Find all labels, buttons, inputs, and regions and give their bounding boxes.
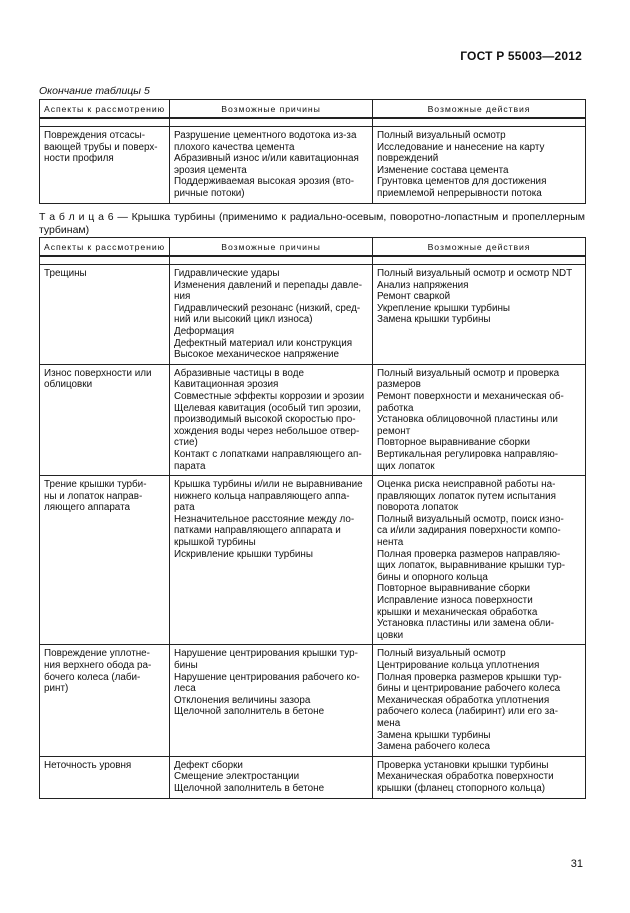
cell-line: мена — [377, 717, 401, 729]
cell-line: Деформация — [174, 325, 235, 337]
table-row — [40, 127, 586, 204]
cell-line: Щелевая кавитация (особый тип эрозии, — [174, 402, 362, 414]
cell-line: Повторное выравнивание сборки — [377, 437, 530, 449]
cell-line: Исправление износа поверхности — [377, 595, 533, 607]
cell-causes — [170, 756, 373, 798]
column-header-actions: Возможные действия — [373, 238, 586, 257]
page-number: 31 — [570, 858, 583, 870]
cell-line: Повреждение уплотне- — [44, 648, 150, 660]
cell-aspect — [40, 645, 170, 756]
cell-line: ния верхнего обода ра- — [44, 660, 152, 671]
cell-line: Искривление крышки турбины — [174, 548, 313, 560]
cell-aspect — [40, 364, 170, 475]
cell-actions — [373, 265, 586, 365]
cell-line: повреждений — [377, 153, 439, 165]
cell-actions — [373, 476, 586, 645]
cell-line: Высокое механическое напряжение — [174, 349, 340, 361]
table-row — [40, 756, 586, 798]
cell-line: крышкой турбины — [174, 537, 256, 549]
cell-actions — [373, 756, 586, 798]
cell-line: Анализ напряжения — [377, 279, 469, 291]
cell-line: ремонт — [377, 425, 411, 437]
cell-line: рата — [174, 502, 195, 514]
cell-line: Неточность уровня — [44, 759, 132, 771]
table5-header-row — [40, 100, 586, 119]
cell-line: Исследование и нанесение на карту — [377, 141, 545, 153]
cell-line: Полный визуальный осмотр — [377, 130, 506, 141]
cell-line: размеров — [377, 379, 421, 391]
cell-causes — [170, 645, 373, 756]
standard-header: ГОСТ Р 55003—2012 — [460, 49, 582, 63]
cell-line: нента — [377, 537, 404, 549]
column-header-causes: Возможные причины — [170, 100, 373, 119]
cell-line: Кавитационная эрозия — [174, 379, 279, 391]
cell-line: Полный визуальный осмотр и проверка — [377, 367, 560, 379]
cell-line: Установка пластины или замена обли- — [377, 618, 555, 630]
cell-line: бочего колеса (лаби- — [44, 671, 141, 683]
cell-line: ринт) — [44, 683, 69, 695]
cell-line: Вертикальная регулировка направляю- — [377, 448, 559, 460]
cell-line: бины — [174, 660, 198, 671]
cell-actions — [373, 645, 586, 756]
cell-line: бины и центрирование рабочего колеса — [377, 683, 561, 695]
cell-line: Совместные эффекты коррозии и эрозии — [174, 390, 365, 402]
cell-line: приемлемой непрерывности потока — [377, 187, 542, 199]
cell-line: парата — [174, 460, 206, 472]
cell-line: Оценка риска неисправной работы на- — [377, 479, 556, 491]
table6-caption: Т а б л и ц а 6 — Крышка турбины (применимо к радиально-осевым, поворотно-лопастным и пропеллерным турбинам) — [39, 211, 585, 236]
column-header-actions: Возможные действия — [373, 100, 586, 119]
cell-line: Повреждения отсасы- — [44, 130, 146, 141]
cell-aspect — [40, 127, 170, 204]
cell-line: работка — [377, 402, 414, 414]
cell-line: Установка облицовочной пластины или — [377, 414, 558, 426]
cell-line: Полный визуальный осмотр и осмотр NDT — [377, 268, 573, 279]
cell-line: цовки — [377, 629, 404, 641]
column-header-aspects: Аспекты к рассмотрению — [40, 238, 170, 257]
cell-line: Крышка турбины и/или не выравнивание — [174, 479, 363, 491]
separator-cell — [373, 118, 586, 127]
table5-caption: Окончание таблицы 5 — [39, 85, 150, 97]
cell-line: бины и опорного кольца — [377, 571, 488, 583]
cell-line: Механическая обработка поверхности — [377, 771, 554, 783]
cell-line: Центрирование кольца уплотнения — [377, 660, 540, 671]
cell-line: крышки и механическая обработка — [377, 606, 538, 618]
cell-line: Полная проверка размеров направляю- — [377, 548, 561, 560]
separator-cell — [170, 118, 373, 127]
cell-line: Замена крышки турбины — [377, 314, 491, 326]
cell-line: Поддерживаемая высокая эрозия (вто- — [174, 176, 355, 188]
header-separator-row — [40, 256, 586, 265]
table-row — [40, 364, 586, 475]
cell-line: Изменение состава цемента — [377, 164, 509, 176]
cell-actions — [373, 127, 586, 204]
cell-line: Замена крышки турбины — [377, 729, 491, 741]
cell-line: вающей трубы и поверх- — [44, 141, 158, 153]
cell-line: плохого качества цемента — [174, 141, 295, 153]
cell-line: правляющих лопаток путем испытания — [377, 490, 556, 502]
column-header-causes: Возможные причины — [170, 238, 373, 257]
cell-line: Ремонт сваркой — [377, 291, 451, 303]
cell-line: леса — [174, 683, 196, 695]
cell-line: Полный визуальный осмотр, поиск изно- — [377, 513, 564, 525]
cell-line: ния — [174, 291, 191, 303]
cell-line: рабочего колеса (лабиринт) или его за- — [377, 706, 558, 718]
cell-line: Укрепление крышки турбины — [377, 302, 511, 314]
cell-line: хождения воды через небольшое отвер- — [174, 425, 360, 437]
cell-line: Абразивные частицы в воде — [174, 367, 304, 379]
cell-line: Трение крышки турби- — [44, 479, 147, 491]
cell-line: эрозия цемента — [174, 164, 247, 176]
cell-line: Нарушение центрирования крышки тур- — [174, 648, 358, 660]
cell-line: Абразивный износ и/или кавитационная — [174, 153, 359, 165]
cell-line: крышки (фланец стопорного кольца) — [377, 782, 545, 794]
table-row — [40, 476, 586, 645]
header-separator-row — [40, 118, 586, 127]
cell-line: производимый высокой скоростью про- — [174, 414, 356, 426]
cell-line: ний или высокий цикл износа) — [174, 314, 313, 326]
cell-line: Незначительное расстояние между ло- — [174, 513, 355, 525]
table-row — [40, 265, 586, 365]
cell-line: поворота лопаток — [377, 502, 459, 514]
cell-line: патками направляющего аппарата и — [174, 525, 341, 537]
cell-line: Гидравлические удары — [174, 268, 280, 279]
cell-actions — [373, 364, 586, 475]
cell-line: Гидравлический резонанс (низкий, сред- — [174, 302, 361, 314]
table5-end — [39, 99, 586, 204]
separator-cell — [40, 118, 170, 127]
cell-line: Щелочной заполнитель в бетоне — [174, 782, 325, 794]
separator-cell — [40, 256, 170, 265]
cell-line: Замена рабочего колеса — [377, 741, 490, 753]
cell-line: Щелочной заполнитель в бетоне — [174, 706, 325, 718]
cell-line: щих лопаток, выравнивание крышки тур- — [377, 560, 566, 572]
separator-cell — [170, 256, 373, 265]
cell-causes — [170, 476, 373, 645]
cell-line: Грунтовка цементов для достижения — [377, 176, 547, 188]
cell-line: Дефект сборки — [174, 759, 243, 771]
cell-causes — [170, 265, 373, 365]
table6 — [39, 237, 586, 799]
cell-line: ности профиля — [44, 153, 114, 165]
cell-aspect — [40, 476, 170, 645]
cell-line: ны и лопаток направ- — [44, 490, 143, 502]
cell-line: Проверка установки крышки турбины — [377, 759, 549, 771]
cell-line: ричные потоки) — [174, 187, 245, 199]
separator-cell — [373, 256, 586, 265]
cell-line: Износ поверхности или — [44, 367, 152, 379]
cell-line: Полный визуальный осмотр — [377, 648, 506, 660]
cell-line: Изменения давлений и перепады давле- — [174, 279, 363, 291]
table6-header-row — [40, 238, 586, 257]
cell-line: Отклонения величины зазора — [174, 694, 311, 706]
table-row — [40, 645, 586, 756]
cell-line: Повторное выравнивание сборки — [377, 583, 530, 595]
cell-line: Трещины — [44, 268, 87, 279]
cell-line: Нарушение центрирования рабочего ко- — [174, 671, 360, 683]
cell-line: ляющего аппарата — [44, 502, 130, 514]
cell-line: Механическая обработка уплотнения — [377, 694, 550, 706]
cell-line: Дефектный материал или конструкция — [174, 337, 353, 349]
cell-line: Полная проверка размеров крышки тур- — [377, 671, 562, 683]
cell-causes — [170, 364, 373, 475]
cell-line: са и/или задирания поверхности компо- — [377, 525, 561, 537]
cell-aspect — [40, 756, 170, 798]
cell-line: щих лопаток — [377, 460, 435, 472]
cell-causes — [170, 127, 373, 204]
cell-line: Контакт с лопатками направляющего ап- — [174, 448, 362, 460]
cell-line: стие) — [174, 437, 198, 449]
cell-line: Ремонт поверхности и механическая об- — [377, 390, 564, 402]
cell-line: Разрушение цементного водотока из-за — [174, 130, 357, 141]
column-header-aspects: Аспекты к рассмотрению — [40, 100, 170, 119]
cell-line: Смещение электростанции — [174, 771, 300, 783]
cell-line: нижнего кольца направляющего аппа- — [174, 490, 350, 502]
cell-line: облицовки — [44, 379, 93, 391]
cell-aspect — [40, 265, 170, 365]
